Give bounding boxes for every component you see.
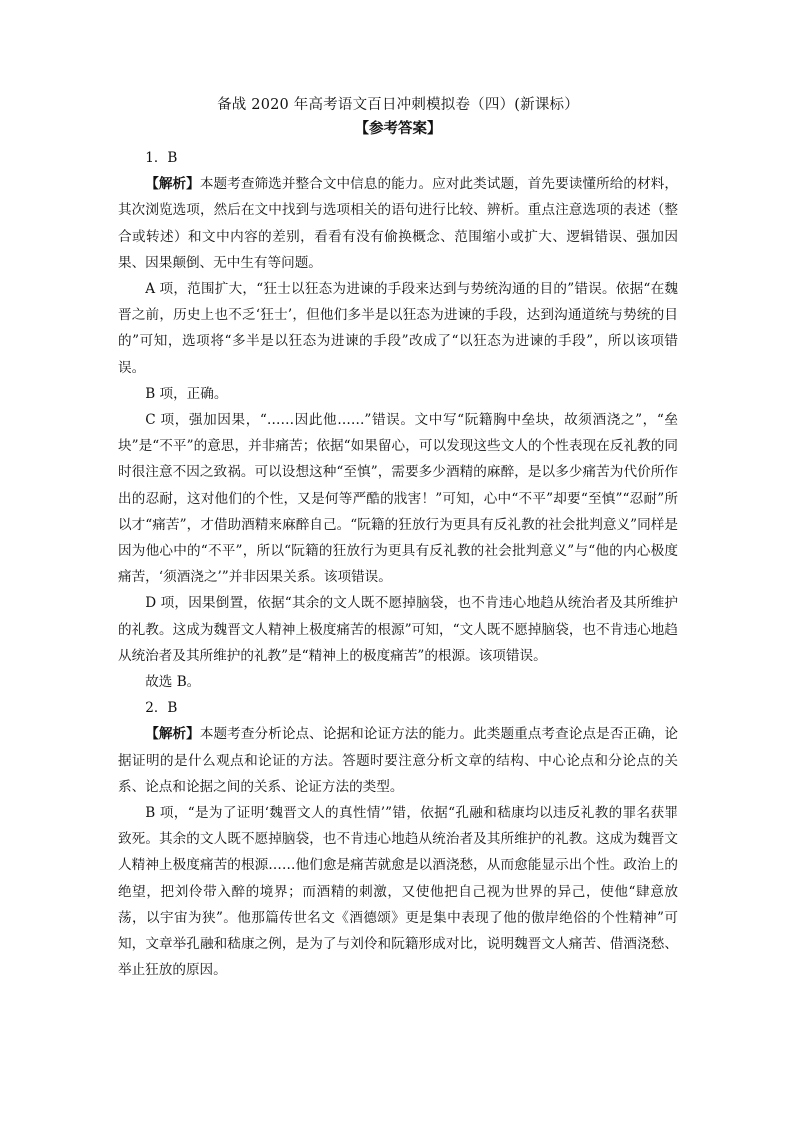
- option-c-1: C 项，强加因果，“……因此他……”错误。文中写“阮籍胸中垒块，故须酒浇之”，“垒块”是“不平”的意思，并非痛苦；依据“如果留心，可以发现这些文人的个性表现在反礼教的同时很注意不因之致祸。可以设想这种“至慎”，需要多少酒精的麻醉，是以多少痛苦为代价所作出的忍耐，这对他们的个性，又是何等严酷的戕害！”可知，心中“不平”却要“至慎”“忍耐”所以才“痛苦”，才借助酒精来麻醉自己。“阮籍的狂放行为更具有反礼教的社会批判意义”同样是因为他心中的“不平”，所以“阮籍的狂放行为更具有反礼教的社会批判意义”与“他的内心极度痛苦，‘须酒浇之’”并非因果关系。该项错误。: [118, 412, 678, 586]
- answer-1: 1．B: [145, 150, 178, 166]
- option-d-1: D 项，因果倒置，依据“其余的文人既不愿掉脑袋，也不肯违心地趋从统治者及其所维护的礼教。这成为魏晋文人精神上极度痛苦的根源”可知，“文人既不愿掉脑袋，也不肯违心地趋从统治者及其所维护的礼教”是“精神上的极度痛苦”的根源。该项错误。: [118, 595, 678, 664]
- conclusion-1: 故选 B。: [145, 674, 201, 691]
- option-b-2: B 项，“是为了证明‘魏晋文人的真性情’”错，依据“孔融和嵇康均以违反礼教的罪名获罪致死。其余的文人既不愿掉脑袋，也不肯违心地趋从统治者及其所维护的礼教。这成为魏晋文人精神上极度痛苦的根源……他们愈是痛苦就愈是以酒浇愁，从而愈能显示出个性。政治上的绝望，把刘伶带入醉的境界；而酒精的刺激，又使他把自己视为世界的异己，使他“肆意放荡，以宇宙为狭”。他那篇传世名文《酒德颂》更是集中表现了他的傲岸绝俗的个性精神”可知，文章举孔融和嵇康之例，是为了与刘伶和阮籍形成对比，说明魏晋文人痛苦、借酒浇愁、举止狂放的原因。: [118, 805, 678, 979]
- option-b-1: B 项，正确。: [145, 385, 228, 402]
- document-title: 备战 2020 年高考语文百日冲刺模拟卷（四）(新课标）: [217, 97, 579, 113]
- analysis-tag-1: 【解析】: [145, 176, 200, 193]
- analysis-2: [118, 721, 678, 800]
- analysis-text-1: 本题考查筛选并整合文中信息的能力。应对此类试题，首先要读懂所给的材料，其次浏览选项，然后在文中找到与选项相关的语句进行比较、辨析。重点注意选项的表述（整合或转述）和文中内容的差别，看看有没有偷换概念、范围缩小或扩大、逻辑错误、强加因果、因果颠倒、无中生有等问题。: [118, 176, 678, 271]
- document-subtitle: 【参考答案】: [354, 120, 442, 137]
- analysis-tag-2: 【解析】: [145, 726, 200, 743]
- analysis-text-2: 本题考查分析论点、论据和论证方法的能力。此类题重点考查论点是否正确，论据证明的是什么观点和论证的方法。答题时要注意分析文章的结构、中心论点和分论点的关系、论点和论据之间的关系、论证方法的类型。: [118, 726, 678, 795]
- answer-2: 2．B: [145, 700, 178, 717]
- analysis-1: [118, 171, 678, 276]
- answer-document: [118, 95, 678, 984]
- option-a-1: A 项，范围扩大，“狂士以狂态为进谏的手段来达到与势统沟通的目的”错误。依据“在魏晋之前，历史上也不乏‘狂士’，但他们多半是以狂态为进谏的手段，达到沟通道统与势统的目的”可知，选项将“多半是以狂态为进谏的手段”改成了“以狂态为进谏的手段”，所以该项错误。: [118, 281, 678, 376]
